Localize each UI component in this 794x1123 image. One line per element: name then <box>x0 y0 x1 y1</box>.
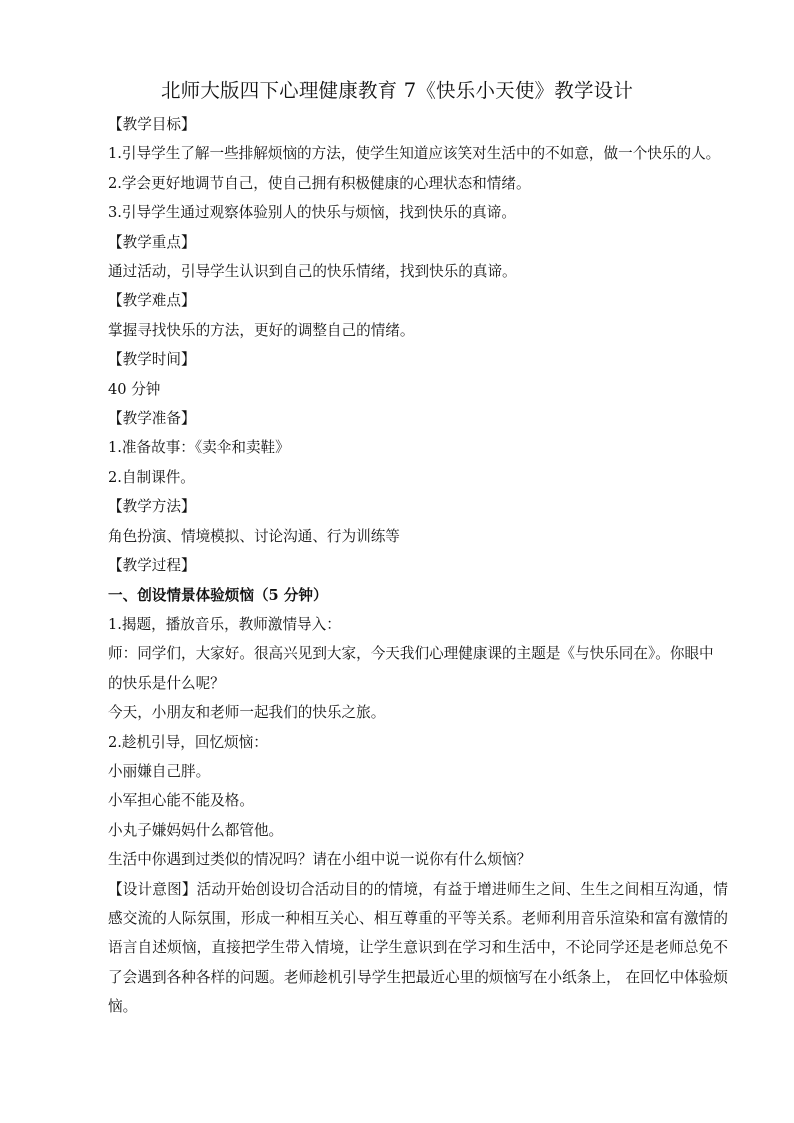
section-heading-key-point: 【教学重点】 <box>108 233 196 251</box>
document-title: 北师大版四下心理健康教育 7《快乐小天使》教学设计 <box>160 79 634 102</box>
preparation-item-2: 2.自制课件。 <box>108 468 195 486</box>
worry-case-1: 小丽嫌自己胖。 <box>108 762 211 780</box>
section-heading-preparation: 【教学准备】 <box>108 410 196 428</box>
group-question: 生活中你遇到过类似的情况吗？请在小组中说一说你有什么烦恼？ <box>108 851 532 869</box>
difficulty-text: 掌握寻找快乐的方法，更好的调整自己的情绪。 <box>108 321 415 339</box>
method-text: 角色扮演、情境模拟、讨论沟通、行为训练等 <box>108 527 400 545</box>
journey-line: 今天，小朋友和老师一起我们的快乐之旅。 <box>108 704 386 722</box>
process-step-1: 1.揭题，播放音乐，教师激情导入： <box>108 615 341 633</box>
teacher-dialogue: 师：同学们，大家好。很高兴见到大家，今天我们心理健康课的主题是《与快乐同在》。你眼中的快乐是什么呢？ <box>108 645 714 692</box>
section-heading-process: 【教学过程】 <box>108 557 196 575</box>
section-heading-difficulty: 【教学难点】 <box>108 292 196 310</box>
worry-case-3: 小丸子嫌妈妈什么都管他。 <box>108 821 284 839</box>
time-text: 40 分钟 <box>108 380 161 398</box>
goal-item-1: 1.引导学生了解一些排解烦恼的方法，使学生知道应该笑对生活中的不如意，做一个快乐的人。 <box>108 145 721 163</box>
section-heading-method: 【教学方法】 <box>108 498 196 516</box>
section-heading-goals: 【教学目标】 <box>108 116 196 133</box>
design-intent: 【设计意图】活动开始创设切合活动目的的情境，有益于增进师生之间、生生之间相互沟通，情感交流的人际氛围，形成一种相互关心、相互尊重的平等关系。老师利用音乐渲染和富有激情的语言自述烦恼，直接把学生带入情境，让学生意识到在学习和生活中，不论同学还是老师总免不了会遇到各种各样的问题。老师趁机引导学生把最近心里的烦恼写在小纸条上， 在回忆中体验烦恼。 <box>108 880 728 1016</box>
worry-case-2: 小军担心能不能及格。 <box>108 792 254 810</box>
preparation-item-1: 1.准备故事：《卖伞和卖鞋》 <box>108 439 290 457</box>
goal-item-2: 2.学会更好地调节自己，使自己拥有积极健康的心理状态和情绪。 <box>108 174 531 192</box>
document-body <box>108 110 728 1022</box>
process-step-2: 2.趁机引导，回忆烦恼： <box>108 733 268 751</box>
key-point-text: 通过活动，引导学生认识到自己的快乐情绪，找到快乐的真谛。 <box>108 263 517 281</box>
section-heading-time: 【教学时间】 <box>108 351 196 369</box>
goal-item-3: 3.引导学生通过观察体验别人的快乐与烦恼，找到快乐的真谛。 <box>108 204 516 222</box>
process-part-1-heading: 一、创设情景体验烦恼（5 分钟） <box>108 586 328 604</box>
